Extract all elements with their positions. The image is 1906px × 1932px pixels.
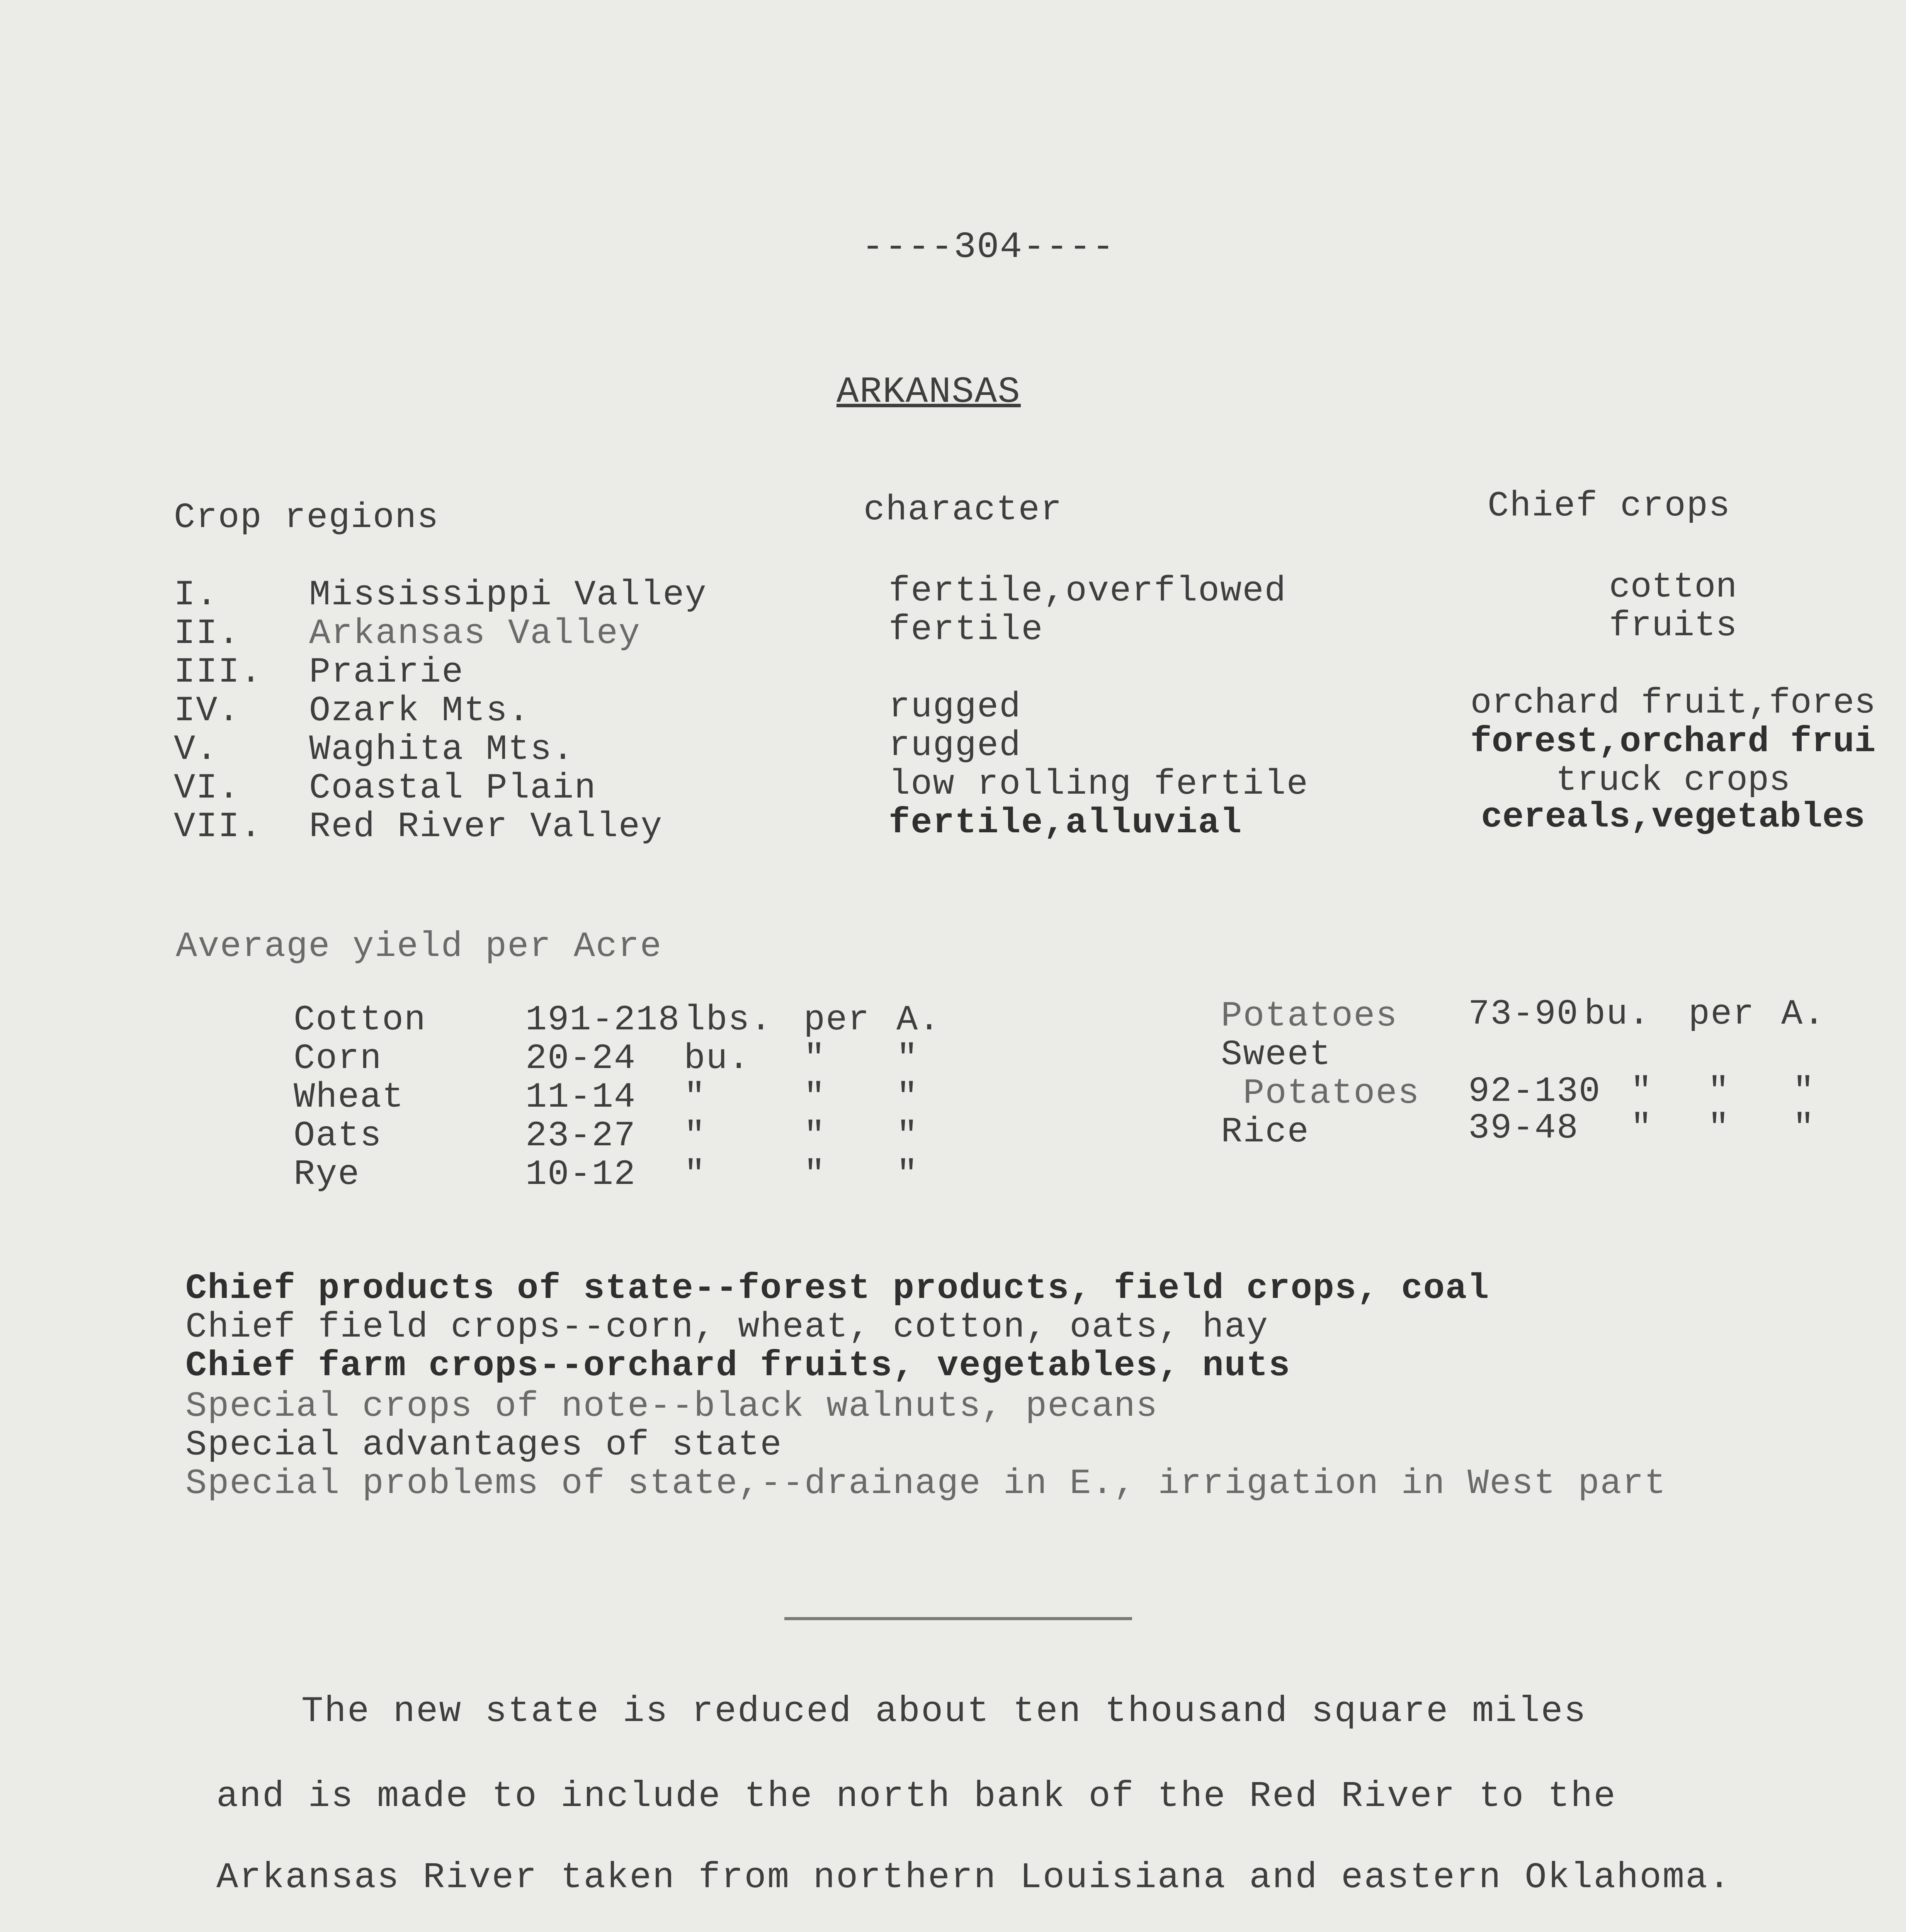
yield-range: 39-48 <box>1468 1108 1579 1148</box>
region-number: VI. <box>174 768 240 808</box>
region-number: III. <box>174 652 262 692</box>
yield-unit: bu. <box>684 1038 750 1079</box>
yield-crop: Potatoes <box>1221 996 1398 1036</box>
ditto-mark: " <box>684 1154 706 1195</box>
ditto-mark: " <box>1793 1071 1815 1112</box>
paragraph-line: Arkansas River taken from northern Louisiana and eastern Oklahoma. <box>216 1857 1732 1898</box>
ditto-mark: " <box>896 1154 919 1195</box>
summary-line: Chief products of state--forest products, field crops, coal <box>185 1268 1490 1309</box>
summary-line: Special crops of note--black walnuts, pecans <box>185 1386 1158 1427</box>
region-number: II. <box>174 613 240 654</box>
yield-range: 23-27 <box>525 1116 636 1156</box>
ditto-mark: " <box>804 1077 826 1117</box>
region-crops: forest,orchard frui <box>1470 721 1876 762</box>
region-character: fertile,alluvial <box>889 803 1243 843</box>
ditto-mark: " <box>896 1116 919 1156</box>
region-name: Ozark Mts. <box>309 690 530 731</box>
region-name: Waghita Mts. <box>309 729 575 770</box>
yield-crop: Rice <box>1221 1112 1309 1152</box>
yield-crop: Oats <box>294 1116 382 1156</box>
region-character: rugged <box>889 687 1022 727</box>
ditto-mark: " <box>1631 1108 1653 1148</box>
region-character: rugged <box>889 725 1022 766</box>
ditto-mark: " <box>1793 1108 1815 1148</box>
region-crops: cotton <box>1609 567 1737 607</box>
summary-line: Chief field crops--corn, wheat, cotton, oats, hay <box>185 1307 1269 1347</box>
yield-range: 73-90 <box>1468 994 1579 1034</box>
region-character: fertile,overflowed <box>889 571 1287 611</box>
yield-crop: Corn <box>294 1038 382 1079</box>
yield-range: 191-218 <box>525 1000 680 1040</box>
yield-acre: A. <box>896 1000 941 1040</box>
ditto-mark: " <box>804 1154 826 1195</box>
yield-crop: Rye <box>294 1154 360 1195</box>
ditto-mark: " <box>1708 1108 1730 1148</box>
yield-unit: bu. <box>1584 994 1651 1034</box>
region-name: Arkansas Valley <box>309 613 641 654</box>
page-number: ----304---- <box>862 226 1115 268</box>
paragraph-line: The new state is reduced about ten thousand square miles <box>301 1691 1587 1732</box>
yield-crop: Sweet <box>1221 1034 1332 1075</box>
summary-line: Chief farm crops--orchard fruits, vegetables, nuts <box>185 1345 1291 1386</box>
yield-crop: Wheat <box>294 1077 405 1117</box>
ditto-mark: " <box>804 1038 826 1079</box>
region-crops: cereals,vegetables <box>1481 797 1865 837</box>
average-yield-heading: Average yield per Acre <box>176 926 662 967</box>
region-number: IV. <box>174 690 240 731</box>
header-character: character <box>864 490 1063 530</box>
region-name: Red River Valley <box>309 806 663 847</box>
region-crops: truck crops <box>1556 760 1790 801</box>
header-chief-crops: Chief crops <box>1488 486 1731 526</box>
region-crops: orchard fruit,fores <box>1470 683 1876 723</box>
yield-crop: Cotton <box>294 1000 427 1040</box>
yield-acre: A. <box>1781 994 1826 1034</box>
yield-range: 10-12 <box>525 1154 636 1195</box>
summary-line: Special advantages of state <box>185 1425 782 1465</box>
section-divider <box>784 1617 1132 1620</box>
ditto-mark: " <box>896 1038 919 1079</box>
yield-unit: lbs. <box>684 1000 772 1040</box>
yield-range: 11-14 <box>525 1077 636 1117</box>
ditto-mark: " <box>684 1116 706 1156</box>
ditto-mark: " <box>1708 1071 1730 1112</box>
ditto-mark: " <box>896 1077 919 1117</box>
region-number: V. <box>174 729 218 770</box>
region-character: fertile <box>889 609 1044 650</box>
region-name: Mississippi Valley <box>309 575 707 615</box>
region-character: low rolling fertile <box>889 764 1309 804</box>
ditto-mark: " <box>684 1077 706 1117</box>
state-title: ARKANSAS <box>837 371 1021 413</box>
yield-per: per <box>804 1000 870 1040</box>
yield-range: 92-130 <box>1468 1071 1601 1112</box>
region-number: I. <box>174 575 218 615</box>
yield-per: per <box>1688 994 1755 1034</box>
summary-line: Special problems of state,--drainage in E., irrigation in West part <box>185 1463 1667 1504</box>
yield-crop: Potatoes <box>1221 1073 1420 1114</box>
yield-range: 20-24 <box>525 1038 636 1079</box>
region-name: Coastal Plain <box>309 768 597 808</box>
region-name: Prairie <box>309 652 464 692</box>
region-number: VII. <box>174 806 262 847</box>
paragraph-line: and is made to include the north bank of the Red River to the <box>216 1776 1617 1817</box>
region-crops: fruits <box>1609 605 1737 646</box>
header-crop-regions: Crop regions <box>174 497 439 538</box>
ditto-mark: " <box>804 1116 826 1156</box>
ditto-mark: " <box>1631 1071 1653 1112</box>
